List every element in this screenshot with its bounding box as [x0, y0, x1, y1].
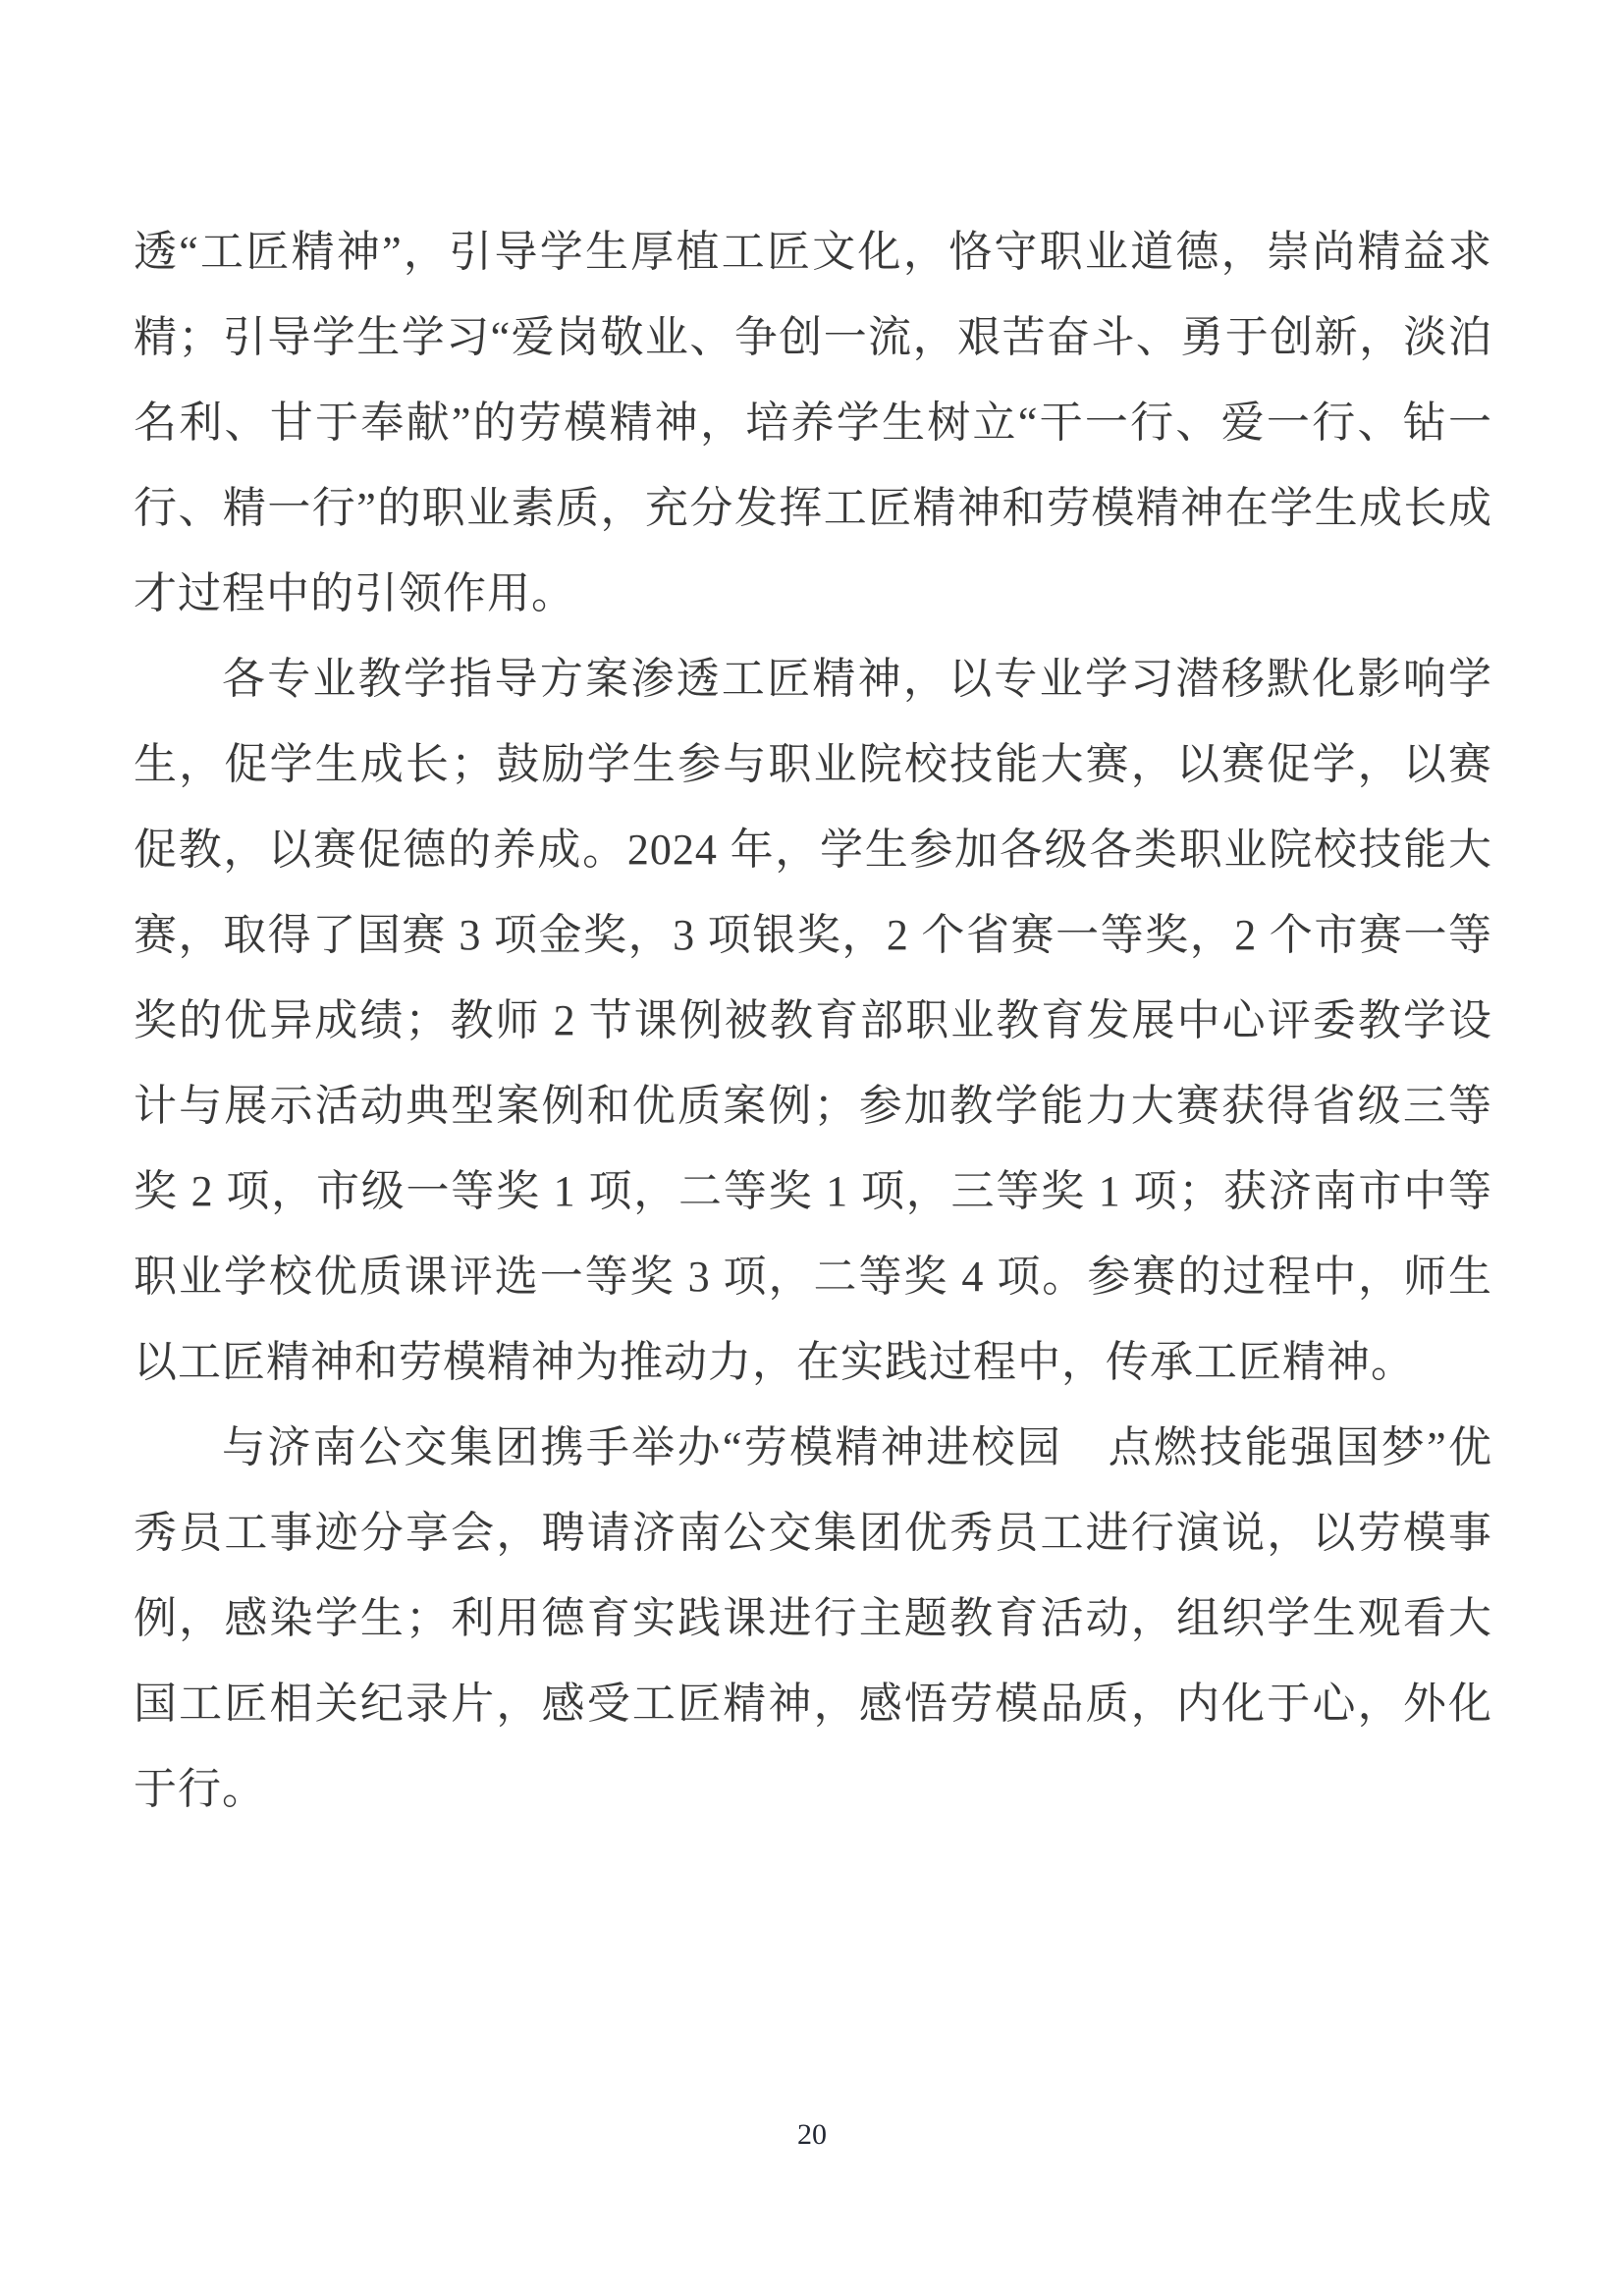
page-number: 20 [797, 2118, 827, 2151]
paragraph-model-worker-campus: 与济南公交集团携手举办“劳模精神进校园 点燃技能强国梦”优秀员工事迹分享会，聘请济南公交集团优秀员工进行演说，以劳模事例，感染学生；利用德育实践课进行主题教育活动，组织学生观看大国工匠相关纪录片，感受工匠精神，感悟劳模品质，内化于心，外化于行。 [134, 1423, 1492, 1813]
paragraph-competition-results: 各专业教学指导方案渗透工匠精神，以专业学习潜移默化影响学生，促学生成长；鼓励学生参与职业院校技能大赛，以赛促学，以赛促教，以赛促德的养成。2024 年，学生参加各级各类职业院校技能大赛，取得了国赛 3 项金奖，3 项银奖，2 个省赛一等奖，2 个市赛一等奖的优异成绩；教师 2 节课例被教育部职业教育发展中心评委教学设计与展示活动典型案例和优质案例；参加教学能力大赛获得省级三等奖 2 项，市级一等奖 1 项，二等奖 1 项，三等奖 1 项；获济南市中等职业学校优质课评选一等奖 3 项，二等奖 4 项。参赛的过程中，师生以工匠精神和劳模精神为推动力，在实践过程中，传承工匠精神。 [134, 655, 1492, 1386]
paragraph-craftsman-spirit: 透“工匠精神”，引导学生厚植工匠文化，恪守职业道德，崇尚精益求精；引导学生学习“爱岗敬业、争创一流，艰苦奋斗、勇于创新，淡泊名利、甘于奉献”的劳模精神，培养学生树立“干一行、爱一行、钻一行、精一行”的职业素质，充分发挥工匠精神和劳模精神在学生成长成才过程中的引领作用。 [134, 228, 1492, 617]
document-body [134, 209, 1492, 1832]
page-footer [0, 2118, 1624, 2152]
